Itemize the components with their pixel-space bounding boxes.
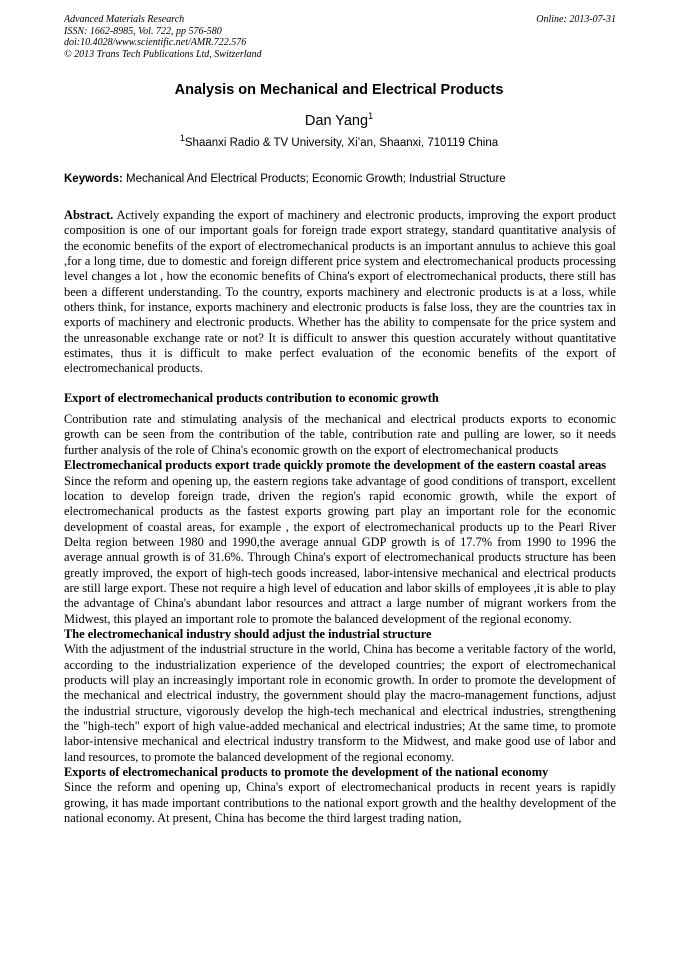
keywords	[64, 173, 616, 185]
affiliation-text: Shaanxi Radio & TV University, Xi’an, Shaanxi, 710119 China	[184, 137, 499, 149]
journal-header	[64, 14, 616, 60]
online-date: Online: 2013-07-31	[536, 14, 616, 25]
author-name: Dan Yang	[304, 113, 369, 129]
subsection-paragraph: Since the reform and opening up, the eastern regions take advantage of good conditions of transport, excellent location to develop foreign trade, driven the region's rapid economic growth, while the export of electromechanical products as the fastest exports growing part play an important role for the economic development of coastal areas, for example , the export of electromechanical products up to the Pearl River Delta region between 1980 and 1990,the average annual GDP growth is of 17.7% from 1990 to 1996 the average annual growth is of 31.6%. Through China's export of electromechanical products structure has been greatly improved, the export of high-tech goods increased, labor-intensive mechanical and electrical products are still large export. These not require a high level of education and labor skills of employees ,it is able to play the advantage of China's abundant labor resources and attract a large number of migrant workers from the Midwest, this played an important role to promote the balanced development of the regional economy.	[64, 473, 616, 626]
paper-title: Analysis on Mechanical and Electrical Products	[174, 82, 504, 98]
abstract-label: Abstract.	[64, 208, 114, 222]
keywords-label: Keywords:	[64, 173, 123, 185]
subsection-paragraph: With the adjustment of the industrial structure in the world, China has become a veritable factory of the world, according to the industrialization experience of the developed countries; the export of electromechanical products will play an increasingly important role in economic growth. In order to promote the development of the mechanical and electrical industry, the government should play the macro-management functions, adjust the industrial structure, vigorously develop the high-tech mechanical and electrical industries, strengthening the "high-tech" export of high value-added mechanical and electrical industries; At the same time, to promote labor-intensive mechanical and electrical industry transform to the Midwest, and make good use of labor and land resources, to promote the balanced development of the regional economy.	[64, 642, 616, 764]
copyright-line: © 2013 Trans Tech Publications Ltd, Switzerland	[64, 48, 262, 60]
affiliation	[0, 133, 678, 149]
abstract	[64, 208, 616, 377]
abstract-text: Actively expanding the export of machinery and electronic products, improving the export product composition is one of our important goals for foreign trade export strategy, standard quantitative analysis of the economic benefits of the export of electromechanical products is an important annulus to achieve this goal ,for a long time, due to domestic and foreign different price system and electromechanical products processing level changes a lot , how the economic benefits of China's export of electromechanical products, there still has been a different understanding. To the country, exports machinery and electronic products is at a loss, while others think, for instance, exports machinery and electronic products is false loss, they are the countries tax in exports of machinery and electronic products. Whether has the ability to compensate for the price system and the unreasonable exchange rate or not? It is difficult to answer this question accurately without quantitative estimates, thus it is difficult to make perfect evaluation of the economic benefits of the export of electromechanical products.	[64, 208, 617, 376]
affiliation-marker: 1	[179, 133, 185, 144]
author-affil-marker: 1	[368, 111, 374, 122]
subsection-paragraph: Since the reform and opening up, China's export of electromechanical products in recent years is rapidly growing, it has made important contributions to the national export growth and the healthy development of the national economy. At present, China has become the third largest trading nation,	[64, 780, 616, 826]
keywords-text: Mechanical And Electrical Products; Economic Growth; Industrial Structure	[126, 173, 506, 185]
section-paragraph: Contribution rate and stimulating analysis of the mechanical and electrical products exports to economic growth can be seen from the contribution of the table, contribution rate and pulling are lower, so it needs further analysis of the role of China's economic growth on the export of electromechanical products	[64, 412, 616, 457]
journal-name: Advanced Materials Research	[64, 14, 185, 25]
subsection-heading: Electromechanical products export trade quickly promote the development of the eastern coastal areas	[64, 458, 607, 473]
doi-line: doi:10.4028/www.scientific.net/AMR.722.576	[64, 37, 247, 48]
author-line	[0, 113, 678, 129]
subsection-heading: Exports of electromechanical products to promote the development of the national economy	[64, 765, 549, 780]
subsection-heading: The electromechanical industry should adjust the industrial structure	[64, 626, 432, 641]
section-heading: Export of electromechanical products contribution to economic growth	[64, 390, 439, 405]
paper-body	[64, 208, 616, 826]
issn-line: ISSN: 1662-8985, Vol. 722, pp 576-580	[64, 25, 222, 37]
